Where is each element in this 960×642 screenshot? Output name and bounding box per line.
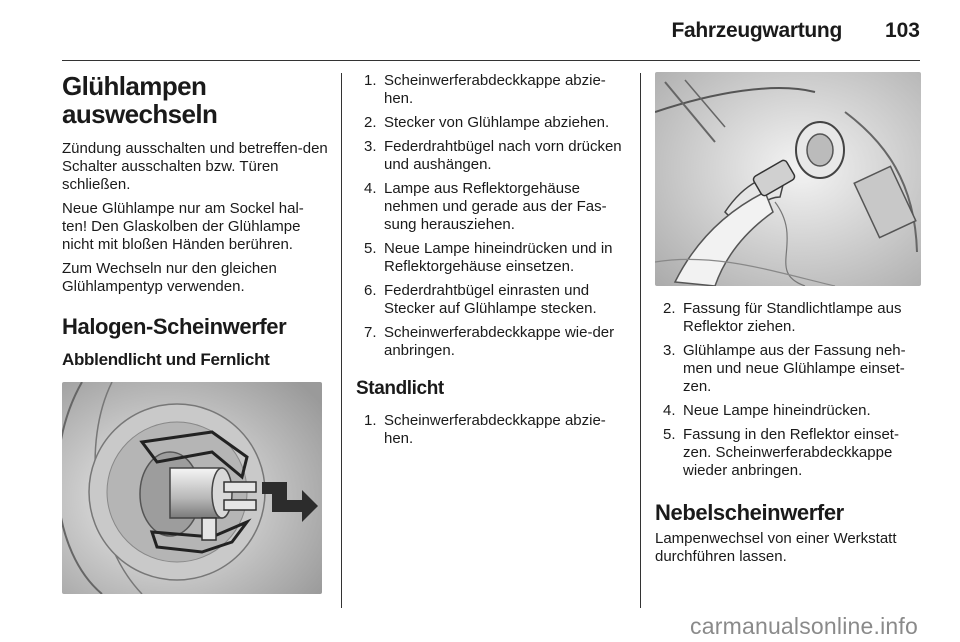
page-number: 103 bbox=[884, 19, 920, 42]
column-middle bbox=[356, 72, 628, 454]
column-divider bbox=[341, 73, 342, 608]
list-item: 3. Glühlampe aus der Fassung neh‐men und neue Glühlampe einset‐zen. bbox=[663, 342, 906, 395]
list-item: 7. Scheinwerferabdeckkappe wie‐der anbringen. bbox=[364, 324, 615, 359]
list-item: 2. Stecker von Glühlampe abziehen. bbox=[364, 114, 610, 131]
watermark-text: carmanualsonline.info bbox=[690, 613, 918, 639]
heading-low-high-beam: Abblendlicht und Fernlicht bbox=[62, 350, 270, 369]
list-item: 2. Fassung für Standlichtlampe aus Reflektor ziehen. bbox=[663, 300, 902, 335]
list-item: 1. Scheinwerferabdeckkappe abzie‐hen. bbox=[364, 72, 606, 107]
section-title: Fahrzeugwartung bbox=[671, 19, 842, 42]
list-item: 4. Neue Lampe hineindrücken. bbox=[663, 402, 871, 419]
list-item: 6. Federdrahtbügel einrasten und Stecker auf Glühlampe stecken. bbox=[364, 282, 597, 317]
paragraph: Zum Wechseln nur den gleichen Glühlampentyp verwenden. bbox=[62, 260, 277, 295]
procedure-steps bbox=[655, 300, 921, 480]
procedure-steps bbox=[356, 72, 628, 360]
heading-line-2: auswechseln bbox=[62, 99, 218, 129]
list-item: 3. Federdrahtbügel nach vorn drücken und aushängen. bbox=[364, 138, 622, 173]
heading-bulb-replacement bbox=[62, 72, 328, 128]
list-item: 5. Fassung in den Reflektor einset‐zen. Scheinwerferabdeckkappe wieder anbringen. bbox=[663, 426, 899, 479]
heading-line-1: Glühlampen bbox=[62, 71, 207, 101]
paragraph: Neue Glühlampe nur am Sockel hal‐ten! Den Glaskolben der Glühlampe nicht mit bloßen Händen berühren. bbox=[62, 200, 304, 253]
paragraph: Lampenwechsel von einer Werkstatt durchführen lassen. bbox=[655, 530, 897, 565]
list-item: 5. Neue Lampe hineindrücken und in Reflektorgehäuse einsetzen. bbox=[364, 240, 613, 275]
page-header bbox=[62, 14, 920, 61]
heading-parking-light: Standlicht bbox=[356, 378, 444, 399]
list-item: 1. Scheinwerferabdeckkappe abzie‐hen. bbox=[364, 412, 606, 447]
heading-fog-lamp: Nebelscheinwerfer bbox=[655, 500, 844, 525]
parking-light-socket-illustration bbox=[655, 72, 921, 286]
procedure-steps bbox=[356, 412, 628, 448]
headlamp-bulb-illustration bbox=[62, 382, 322, 594]
column-left bbox=[62, 72, 328, 594]
list-item: 4. Lampe aus Reflektorgehäuse nehmen und gerade aus der Fas‐sung herausziehen. bbox=[364, 180, 607, 233]
column-right bbox=[655, 72, 921, 572]
heading-halogen-headlamp: Halogen-Scheinwerfer bbox=[62, 314, 287, 339]
paragraph: Zündung ausschalten und betreffen‐den Schalter ausschalten bzw. Türen schließen. bbox=[62, 140, 328, 193]
column-divider bbox=[640, 73, 641, 608]
